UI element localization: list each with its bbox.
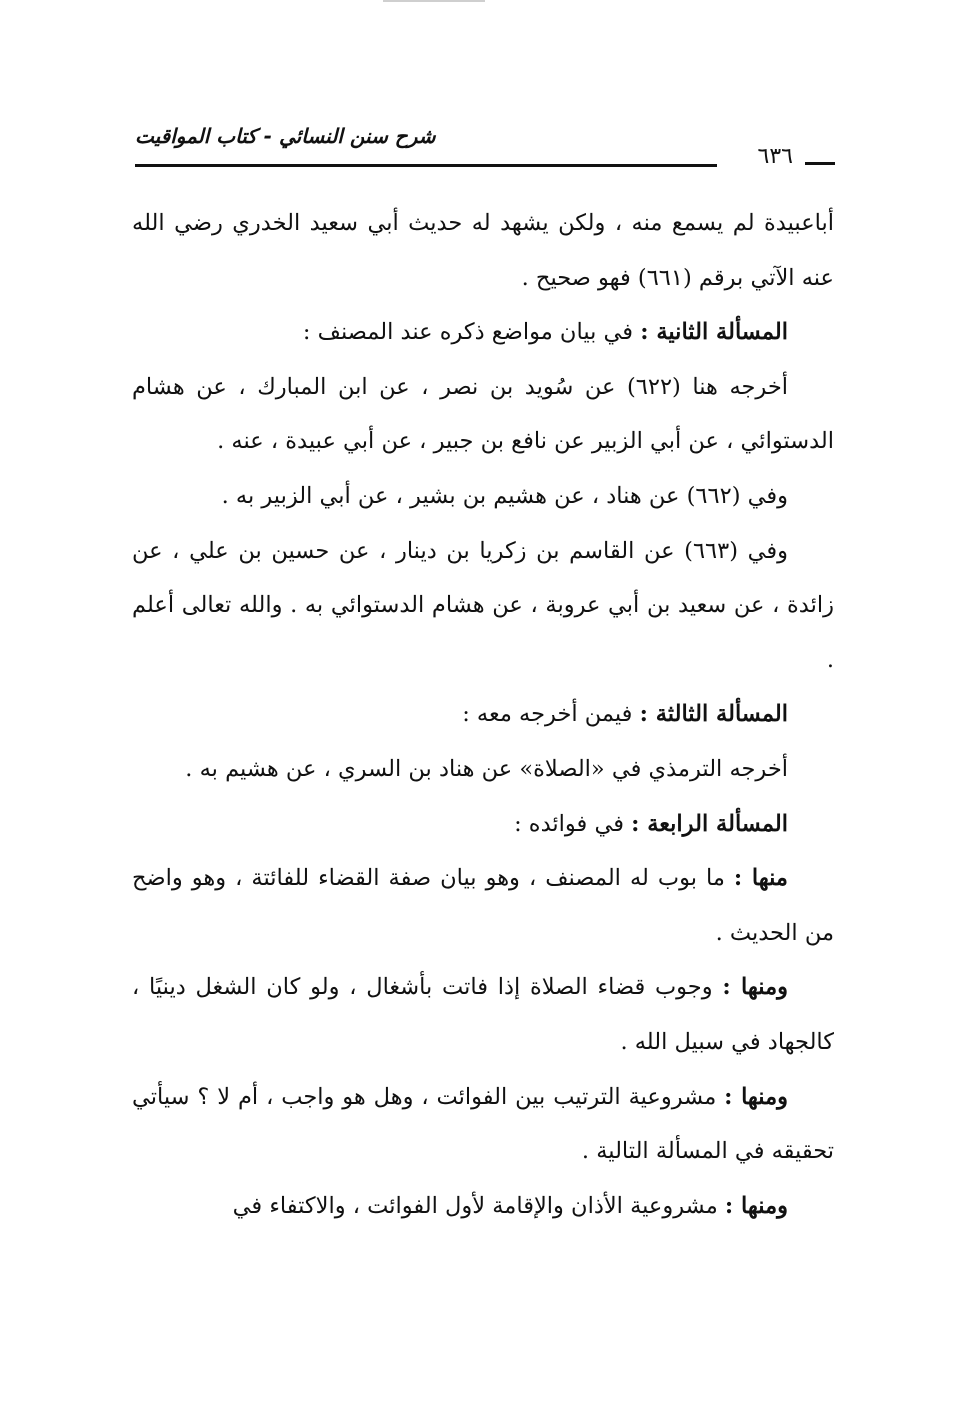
paragraph-6 (132, 687, 834, 742)
point-lead: ومنها : (724, 1192, 788, 1219)
paragraph-12 (132, 1179, 834, 1234)
paragraph-text: في فوائده : (514, 810, 632, 837)
page-body (132, 196, 834, 1233)
header-rule (135, 164, 717, 167)
paragraph-10 (132, 960, 834, 1069)
running-title: شرح سنن النسائي - كتاب المواقيت (135, 124, 436, 148)
paragraph-9 (132, 851, 834, 960)
paragraph-text: مشروعية الأذان والإقامة لأول الفوائت ، والاكتفاء في (232, 1192, 725, 1219)
paragraph-text: وفي (٦٦٣) عن القاسم بن زكريا بن دينار ، عن حسين بن علي ، عن زائدة ، عن سعيد بن أبي عروبة ، عن هشام الدستوائي به . والله تعالى أعلم . (132, 537, 834, 673)
point-lead: ومنها : (722, 974, 788, 1001)
section-heading: المسألة الثانية : (640, 319, 788, 346)
section-heading: المسألة الثالثة : (639, 701, 788, 728)
top-edge-mark (383, 0, 485, 2)
paragraph-2 (132, 305, 834, 360)
page-number-dash (805, 162, 835, 165)
page-header (135, 118, 835, 180)
paragraph-text: في بيان مواضع ذكره عند المصنف : (302, 319, 641, 346)
paragraph-4 (132, 469, 834, 524)
point-lead: ومنها : (724, 1083, 788, 1110)
paragraph-text: وجوب قضاء الصلاة إذا فاتت بأشغال ، ولو كان الشغل دينيًا ، كالجهاد في سبيل الله . (132, 974, 834, 1055)
paragraph-text: أباعبيدة لم يسمع منه ، ولكن يشهد له حديث أبي سعيد الخدري رضي الله عنه الآتي برقم (٦٦١) فهو صحيح . (132, 210, 834, 291)
paragraph-text: ما بوب له المصنف ، وهو بيان صفة القضاء للفائتة ، وهو واضح من الحديث . (132, 865, 834, 946)
paragraph-1 (132, 196, 834, 305)
paragraph-3 (132, 360, 834, 469)
paragraph-text: وفي (٦٦٢) عن هناد ، عن هشيم بن بشير ، عن أبي الزبير به . (221, 482, 788, 509)
paragraph-text: أخرجه الترمذي في «الصلاة» عن هناد بن السري ، عن هشيم به . (185, 755, 788, 782)
paragraph-text: أخرجه هنا (٦٢٢) عن سُويد بن نصر ، عن ابن المبارك ، عن هشام الدستوائي ، عن أبي الزبير عن نافع بن جبير ، عن أبي عبيدة ، عنه . (132, 373, 834, 455)
paragraph-11 (132, 1070, 834, 1179)
paragraph-7 (132, 742, 834, 797)
paragraph-8 (132, 797, 834, 852)
paragraph-5 (132, 524, 834, 688)
section-heading: المسألة الرابعة : (631, 810, 788, 837)
point-lead: منها : (733, 865, 788, 892)
paragraph-text: مشروعية الترتيب بين الفوائت ، وهل هو واجب ، أم لا ؟ سيأتي تحقيقه في المسألة التالية . (132, 1083, 834, 1165)
page-number: ٦٣٦ (757, 144, 793, 169)
paragraph-text: فيمن أخرجه معه : (462, 701, 640, 728)
